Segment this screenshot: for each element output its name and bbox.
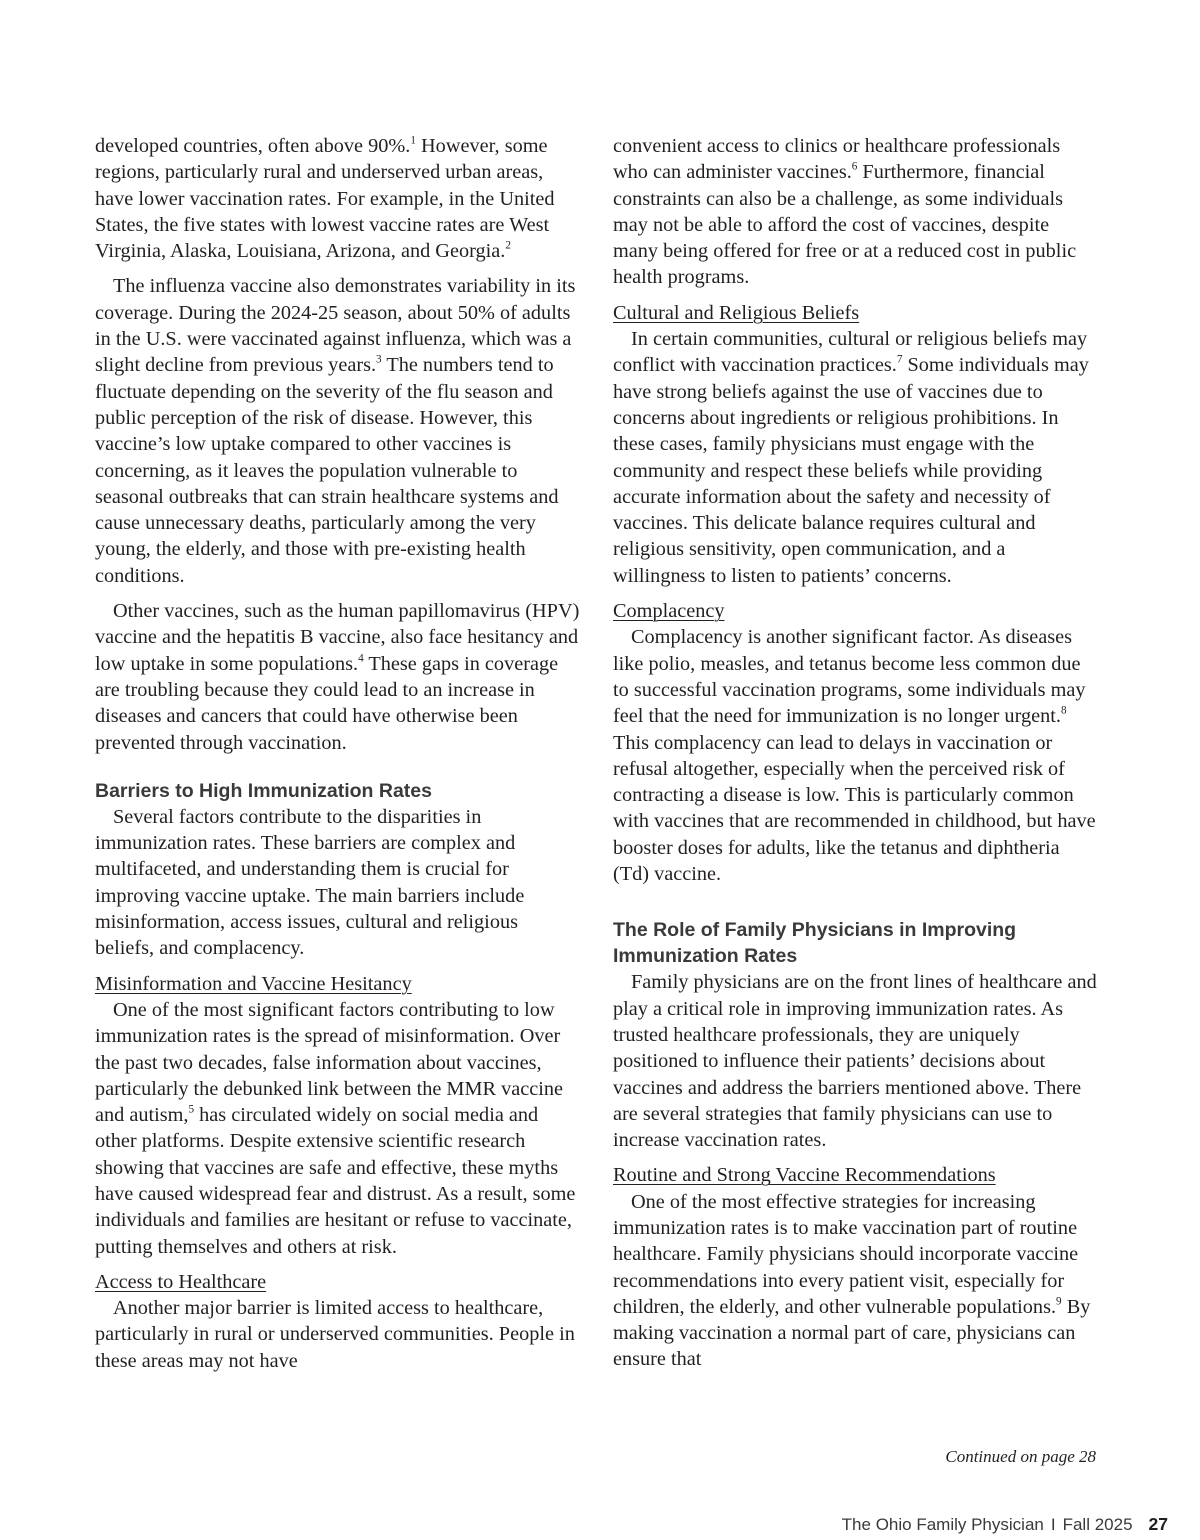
paragraph: developed countries, often above 90%.$^1$ However, some regions, particularly rural and underserved urban areas, have lower vaccination rates. For example, in the United States, the five states with lowest vaccine rates are West Virginia, Alaska, Louisiana, Arizona, and Georgia.$^2$ (95, 134, 555, 263)
paragraph: Other vaccines, such as the human papillomavirus (HPV) vaccine and the hepatitis B vaccine, also face hesitancy and low uptake in some populations.$^4$ These gaps in coverage are troubling because they could lead to an increase in diseases and cancers that could have otherwise been prevented through vaccination. (95, 600, 580, 754)
page-footer (842, 1514, 1168, 1535)
left-column (95, 133, 581, 1374)
issue-label: Fall 2025 (1062, 1515, 1133, 1534)
footnote-ref: 3 (376, 354, 382, 367)
publication-name: The Ohio Family Physician (841, 1515, 1044, 1534)
footnote-ref: 1 (410, 134, 416, 147)
paragraph: Several factors contribute to the disparities in immunization rates. These barriers are complex and multifaceted, and understanding them is crucial for improving vaccine uptake. The main barriers include misinformation, access issues, cultural and religious beliefs, and complacency. (95, 805, 525, 960)
footnote-ref: 5 (188, 1103, 195, 1116)
paragraph: One of the most effective strategies for increasing immunization rates is to make vaccination part of routine healthcare. Family physicians should incorporate vaccine recommendations into every patient visit, especially for children, the elderly, and other vulnerable populations.$^9$ By making vaccination a normal part of care, physicians can ensure that (613, 1190, 1091, 1371)
footer-separator: I (1050, 1515, 1056, 1534)
continued-note: Continued on page 28 (945, 1447, 1096, 1466)
footnote-ref: 2 (505, 239, 511, 252)
section-heading: Barriers to High Immunization Rates (95, 779, 432, 802)
footnote-ref: 7 (896, 354, 903, 367)
paragraph: Family physicians are on the front lines of healthcare and play a critical role in improving immunization rates. As trusted healthcare professionals, they are uniquely positioned to influence their patients’ decisions about vaccines and address the barriers mentioned above. There are several strategies that family physicians can use to increase vaccination rates. (613, 971, 1097, 1152)
paragraph: convenient access to clinics or healthcare professionals who can administer vaccines.$^6$ Furthermore, financial constraints can also be a challenge, as some individuals may not be able to afford the cost of vaccines, despite many being offered for free or at a reduced cost in public health programs. (613, 135, 1077, 289)
paragraph: Complacency is another significant factor. As diseases like polio, measles, and tetanus become less common due to successful vaccination programs, some individuals may feel that the need for immunization is no longer urgent.$^8$ This complacency can lead to delays in vaccination or refusal altogether, especially when the perceived risk of contracting a disease is low. This is particularly common with vaccines that are recommended in childhood, but have booster doses for adults, like the tetanus and diphtheria (Td) vaccine. (613, 626, 1096, 886)
footnote-ref: 8 (1060, 704, 1067, 717)
page-number: 27 (1148, 1514, 1168, 1534)
subheading: Complacency (613, 600, 725, 623)
subheading: Routine and Strong Vaccine Recommendations (613, 1164, 996, 1187)
footnote-ref: 9 (1056, 1295, 1062, 1308)
subheading: Misinformation and Vaccine Hesitancy (95, 972, 412, 995)
footnote-ref: 4 (358, 652, 364, 665)
paragraph: In certain communities, cultural or religious beliefs may conflict with vaccination practices.$^7$ Some individuals may have strong beliefs against the use of vaccines due to concerns about ingredients or religious prohibitions. In these cases, family physicians must engage with the community and respect these beliefs while providing accurate information about the safety and necessity of vaccines. This delicate balance requires cultural and religious sensitivity, open communication, and a willingness to listen to patients’ concerns. (613, 328, 1089, 587)
paragraph: Another major barrier is limited access to healthcare, particularly in rural or underserved communities. People in these areas may not have (95, 1297, 575, 1372)
paragraph: One of the most significant factors contributing to low immunization rates is the spread of misinformation. Over the past two decades, false information about vaccines, particularly the debunked link between the MMR vaccine and autism,$^5$ has circulated widely on social media and other platforms. Despite extensive scientific research showing that vaccines are safe and effective, these myths have caused widespread fear and distrust. As a result, some individuals and families are hesitant or refuse to vaccinate, putting themselves and others at risk. (95, 998, 576, 1258)
subheading: Access to Healthcare (95, 1270, 267, 1293)
right-column (613, 133, 1099, 1373)
paragraph: The influenza vaccine also demonstrates variability in its coverage. During the 2024-25 season, about 50% of adults in the U.S. were vaccinated against influenza, which was a slight decline from previous years.$^3$ The numbers tend to fluctuate depending on the severity of the flu season and public perception of the risk of disease. However, this vaccine’s low uptake compared to other vaccines is concerning, as it leaves the population vulnerable to seasonal outbreaks that can strain healthcare systems and cause unnecessary deaths, particularly among the very young, the elderly, and those with pre-existing health conditions. (95, 275, 576, 587)
footnote-ref: 6 (851, 160, 858, 173)
subheading: Cultural and Religious Beliefs (613, 301, 860, 324)
section-heading: The Role of Family Physicians in Improving Immunization Rates (613, 919, 1017, 968)
